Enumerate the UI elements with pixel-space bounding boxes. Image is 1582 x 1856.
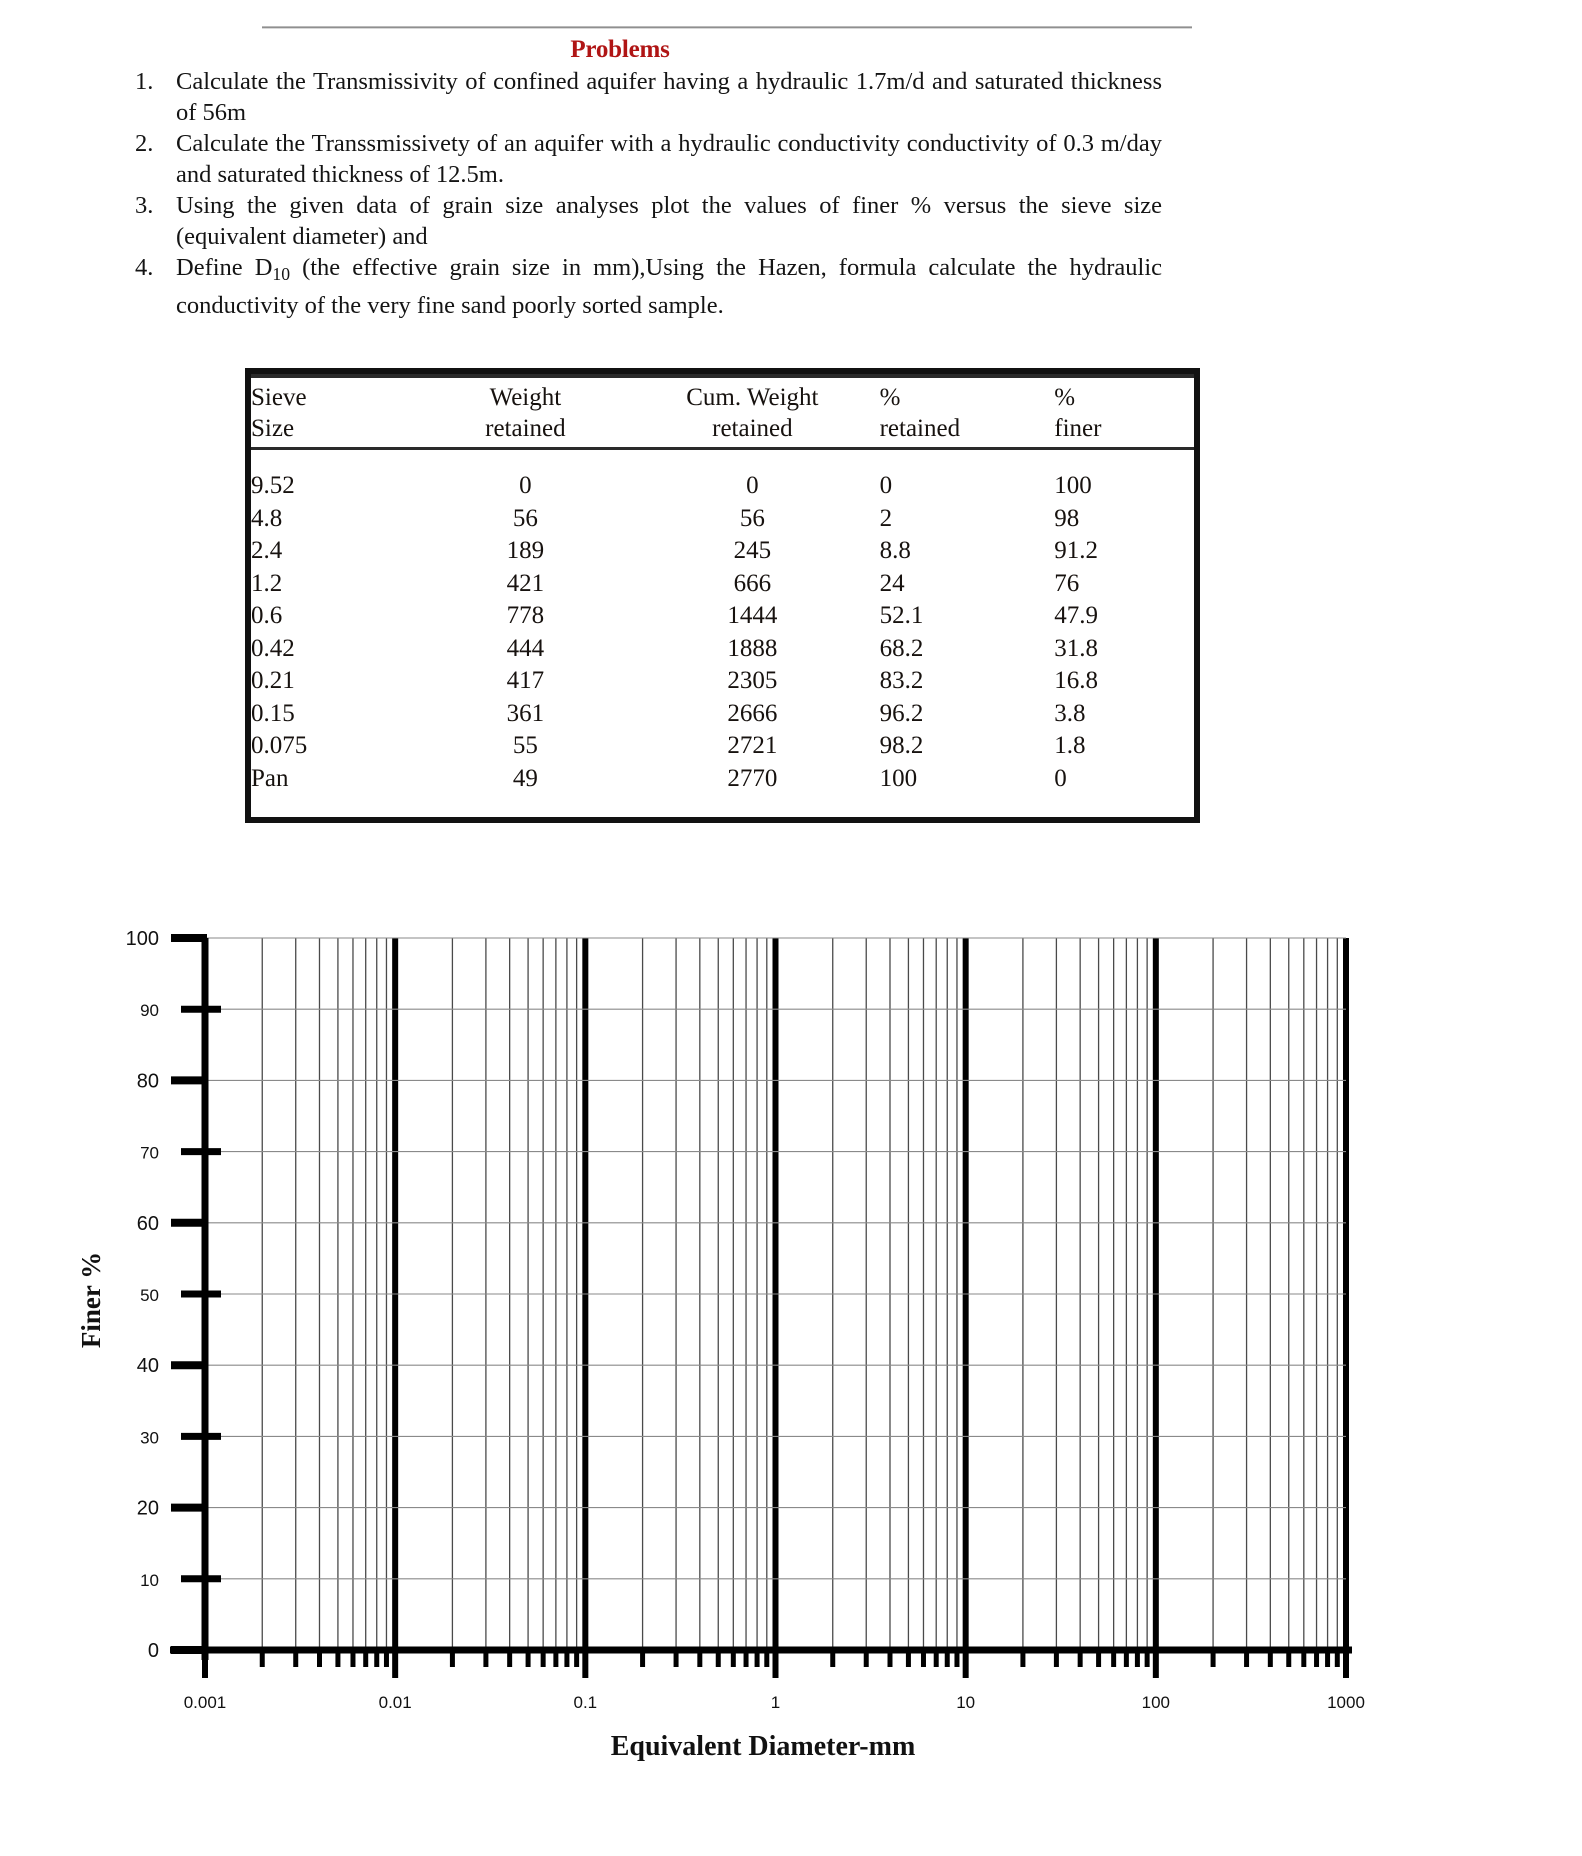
cell-pct-retained: 98.2 bbox=[879, 732, 924, 759]
cell-sieve-size: 9.52 bbox=[251, 472, 295, 499]
chart-yaxis-ticks bbox=[171, 938, 221, 1650]
chart-yaxis-tick-label: 100 bbox=[125, 928, 159, 950]
column-header-line2: retained bbox=[712, 415, 793, 442]
chart-xaxis-tick-label: 100 bbox=[1141, 1693, 1171, 1712]
list-item-text bbox=[176, 252, 1162, 321]
column-header-pct-retained bbox=[880, 382, 1055, 444]
cell-weight-retained: 361 bbox=[506, 699, 545, 727]
table-spacer-row bbox=[251, 449, 1194, 471]
column-header-sieve-size bbox=[251, 382, 426, 444]
chart-xaxis-label: Equivalent Diameter-mm bbox=[610, 1731, 916, 1762]
cell-weight-retained: 56 bbox=[512, 504, 538, 532]
chart-yaxis-tick-label: 70 bbox=[140, 1143, 159, 1163]
cell-cum-weight-retained: 56 bbox=[739, 504, 765, 532]
cell-pct-retained: 96.2 bbox=[879, 699, 924, 727]
cell-pct-retained: 68.2 bbox=[879, 634, 924, 662]
chart-xaxis-tick-label: 0.01 bbox=[378, 1693, 412, 1712]
table-row bbox=[251, 568, 1194, 601]
cell-pct-finer: 3.8 bbox=[1054, 699, 1086, 727]
cell-pct-finer: 1.8 bbox=[1054, 732, 1086, 759]
cell-pct-finer: 76 bbox=[1054, 569, 1080, 597]
list-item bbox=[132, 252, 1162, 321]
table-body bbox=[251, 449, 1194, 796]
chart-xaxis-tick-label: 0.001 bbox=[183, 1693, 227, 1712]
cell-cum-weight-retained: 0 bbox=[746, 472, 759, 499]
chart-xaxis-tick-label: 1 bbox=[770, 1693, 781, 1712]
column-header-line2: finer bbox=[1054, 415, 1102, 442]
grain-size-distribution-chart bbox=[0, 900, 1582, 1800]
cell-weight-retained: 444 bbox=[506, 634, 545, 662]
table-row bbox=[251, 633, 1194, 666]
column-header-line2: retained bbox=[485, 415, 566, 442]
column-header-line2: Size bbox=[251, 415, 295, 442]
list-item-text: Calculate the Transsmissivety of an aquifer with a hydraulic conductivity conductivity of 0.3 m/day and saturated thickness of 12.5m. bbox=[176, 130, 1162, 188]
chart-yaxis-tick-label: 60 bbox=[136, 1212, 159, 1235]
column-header-weight-retained bbox=[426, 382, 626, 444]
cell-sieve-size: 0.21 bbox=[251, 667, 295, 694]
column-header-line1: Sieve bbox=[251, 384, 307, 411]
chart-yaxis-tick-label: 20 bbox=[136, 1497, 159, 1520]
column-header-line1: % bbox=[879, 384, 901, 411]
table-row bbox=[251, 698, 1194, 731]
cell-pct-finer: 31.8 bbox=[1054, 634, 1099, 662]
column-header-line2: retained bbox=[879, 415, 961, 442]
cell-sieve-size: 0.15 bbox=[251, 699, 295, 727]
list-item-number: 1. bbox=[135, 68, 154, 95]
table-row bbox=[251, 600, 1194, 633]
column-header-cum-weight-retained bbox=[625, 382, 879, 444]
cell-weight-retained: 55 bbox=[512, 732, 538, 759]
chart-yaxis-tick-label: 40 bbox=[136, 1355, 159, 1378]
table-head bbox=[251, 376, 1194, 449]
cell-cum-weight-retained: 2666 bbox=[727, 699, 778, 727]
list-item bbox=[132, 66, 1162, 128]
table-row bbox=[251, 730, 1194, 763]
cell-weight-retained: 417 bbox=[506, 667, 545, 694]
sieve-analysis-table bbox=[245, 368, 1200, 823]
cell-pct-finer: 47.9 bbox=[1054, 602, 1099, 629]
list-item-text: Using the given data of grain size analyses plot the values of finer % versus the sieve size (equivalent diameter) and bbox=[176, 192, 1162, 250]
cell-weight-retained: 421 bbox=[506, 569, 545, 597]
chart-yaxis-tick-label: 30 bbox=[140, 1428, 159, 1448]
chart-xaxis-tick-label: 10 bbox=[956, 1693, 976, 1712]
chart-yaxis-tick-label: 50 bbox=[140, 1286, 159, 1305]
chart-xaxis-tick-label: 1000 bbox=[1327, 1693, 1365, 1712]
table-row bbox=[251, 535, 1194, 568]
page-title: Problems bbox=[570, 36, 670, 63]
cell-pct-retained: 52.1 bbox=[879, 602, 924, 629]
column-header-line1: % bbox=[1054, 384, 1076, 411]
list-item-text: Calculate the Transmissivity of confined aquifer having a hydraulic 1.7m/d and saturated thickness of 56m bbox=[176, 68, 1162, 126]
cell-pct-retained: 8.8 bbox=[879, 537, 911, 564]
cell-pct-retained: 2 bbox=[879, 504, 893, 532]
cell-weight-retained: 0 bbox=[519, 472, 532, 499]
chart-yaxis-tick-labels bbox=[126, 928, 159, 1662]
cell-pct-finer: 91.2 bbox=[1054, 537, 1099, 564]
list-item-text-after-sub: (the effective grain size in mm),Using the Hazen, formula calculate the hydraulic conductivity of the very fine sand poorly sorted sample. bbox=[176, 254, 1162, 319]
problems-list bbox=[132, 66, 1162, 321]
header-divider bbox=[262, 26, 1192, 29]
cell-cum-weight-retained: 245 bbox=[733, 537, 772, 564]
cell-pct-retained: 0 bbox=[879, 472, 893, 499]
cell-pct-finer: 16.8 bbox=[1054, 667, 1099, 694]
table-row bbox=[251, 763, 1194, 796]
cell-pct-finer: 100 bbox=[1054, 472, 1092, 499]
chart-canvas bbox=[0, 900, 1582, 1800]
column-header-line1: Cum. Weight bbox=[686, 384, 819, 411]
chart-yaxis-tick-label: 0 bbox=[147, 1640, 159, 1662]
chart-yaxis-tick-label: 10 bbox=[140, 1570, 159, 1590]
cell-sieve-size: 0.075 bbox=[251, 732, 308, 759]
table-row bbox=[251, 470, 1194, 503]
cell-weight-retained: 49 bbox=[512, 764, 538, 792]
cell-weight-retained: 189 bbox=[506, 537, 545, 564]
cell-cum-weight-retained: 1888 bbox=[727, 634, 778, 662]
list-item-number: 3. bbox=[135, 192, 154, 219]
cell-pct-retained: 24 bbox=[879, 569, 905, 597]
list-item-number: 2. bbox=[135, 130, 154, 157]
cell-cum-weight-retained: 1444 bbox=[727, 602, 778, 629]
cell-cum-weight-retained: 2305 bbox=[727, 667, 778, 694]
list-item bbox=[132, 128, 1162, 190]
table-header-row bbox=[251, 382, 1194, 444]
table bbox=[251, 374, 1194, 795]
cell-cum-weight-retained: 2770 bbox=[727, 764, 778, 792]
list-item-number: 4. bbox=[135, 254, 154, 281]
cell-cum-weight-retained: 2721 bbox=[727, 732, 778, 759]
subscript-10: 10 bbox=[272, 263, 291, 284]
cell-pct-finer: 98 bbox=[1054, 504, 1080, 532]
cell-pct-finer: 0 bbox=[1054, 764, 1067, 792]
table-row bbox=[251, 665, 1194, 698]
cell-sieve-size: 2.4 bbox=[251, 537, 283, 564]
cell-cum-weight-retained: 666 bbox=[733, 569, 772, 597]
chart-yaxis-label: Finer % bbox=[76, 1251, 106, 1349]
cell-sieve-size: 0.6 bbox=[251, 602, 283, 629]
chart-yaxis-tick-label: 80 bbox=[136, 1070, 159, 1093]
cell-sieve-size: 0.42 bbox=[251, 634, 295, 662]
column-header-pct-finer bbox=[1054, 382, 1194, 444]
cell-pct-retained: 100 bbox=[879, 764, 918, 792]
table-row bbox=[251, 503, 1194, 536]
chart-xaxis-tick-labels bbox=[184, 1693, 1365, 1712]
list-item bbox=[132, 190, 1162, 252]
list-item-text-before-sub: Define D bbox=[176, 254, 273, 281]
chart-yaxis-tick-label: 90 bbox=[140, 1001, 159, 1021]
cell-sieve-size: Pan bbox=[251, 764, 289, 792]
cell-sieve-size: 4.8 bbox=[251, 504, 283, 532]
chart-xaxis-tick-label: 0.1 bbox=[573, 1693, 598, 1712]
cell-sieve-size: 1.2 bbox=[251, 569, 283, 597]
column-header-line1: Weight bbox=[489, 384, 562, 411]
cell-weight-retained: 778 bbox=[506, 602, 545, 629]
cell-pct-retained: 83.2 bbox=[879, 667, 924, 694]
